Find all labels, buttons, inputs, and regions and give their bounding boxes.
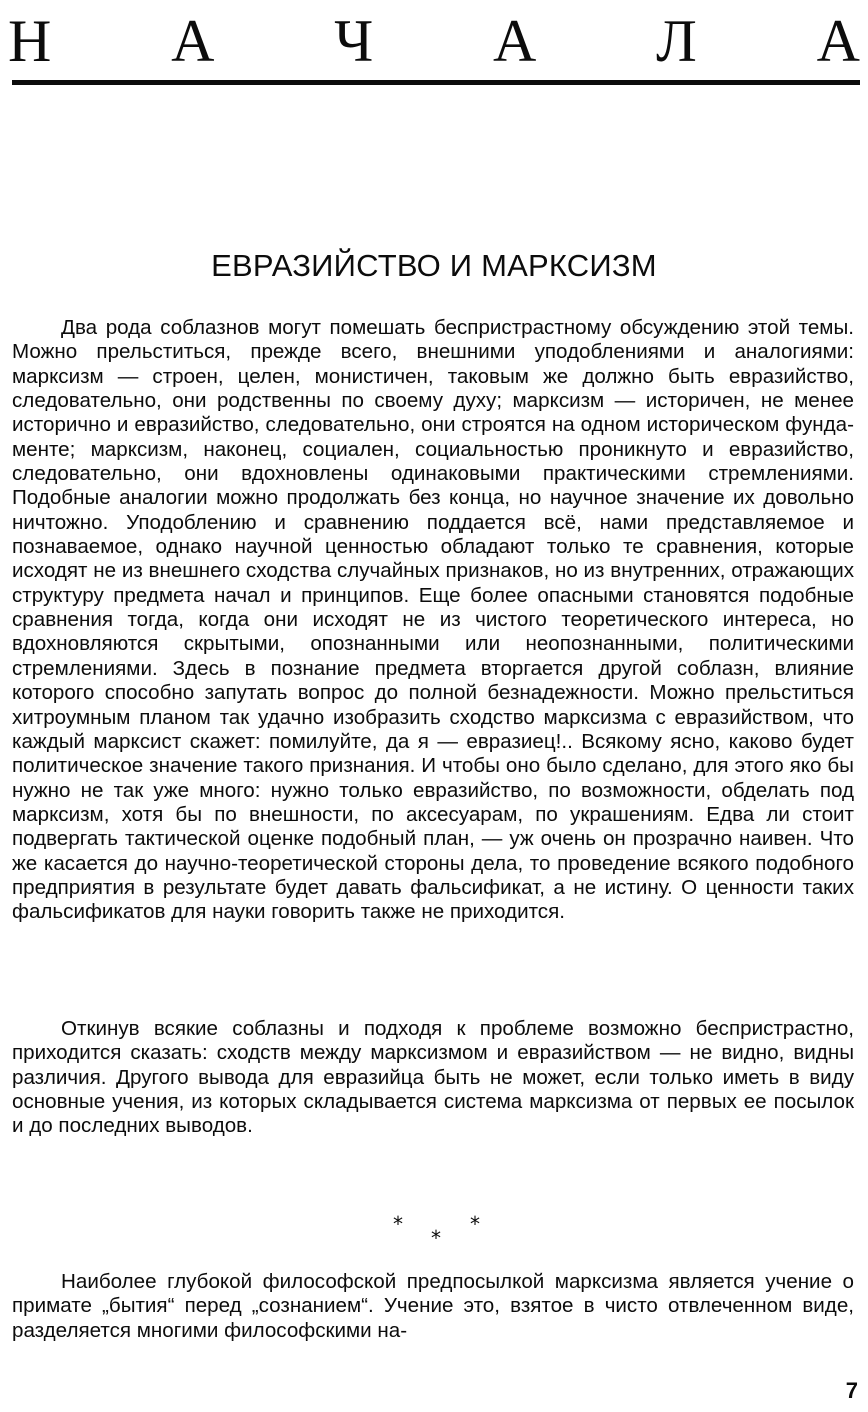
asterisk: * xyxy=(470,1212,480,1236)
asterisk: * xyxy=(431,1226,441,1250)
body-paragraph: Наиболее глубокой философской предпосылкой марксизма является учение о примате „бытия“ перед „сознанием“. Учение это, взятое в чисто отвлеченном виде, разделяется многими философскими на- xyxy=(12,1270,854,1342)
running-head-letter: А xyxy=(816,8,860,74)
asterisk: * xyxy=(393,1212,403,1236)
running-head-letter: Н xyxy=(8,8,52,74)
running-head-letter: Л xyxy=(656,8,697,74)
running-head-letter: А xyxy=(493,8,537,74)
running-head-letter: Ч xyxy=(334,8,374,74)
running-head-rule xyxy=(12,80,860,85)
article-title: ЕВРАЗИЙСТВО И МАРКСИЗМ xyxy=(211,248,657,283)
section-break-asterism xyxy=(390,1214,480,1254)
page-number: 7 xyxy=(845,1378,858,1403)
body-paragraph: Откинув всякие соблазны и подходя к проблеме возможно беспристрастно, приходится сказать: сходств между марксизмом и евразийством — не видно, видны различия. Другого вывода для евразийца быть не может, если только иметь в виду основные учения, из которых складывается система марксизма от первых ее посылок и до последних выводов. xyxy=(12,1017,854,1138)
body-paragraph: Два рода соблазнов могут помешать беспристрастному обсуждению этой темы. Можно прельститься, прежде всего, внешними уподоблениями и аналогиями: марксизм — строен, целен, монистичен, таковым же должно быть евразийство, следовательно, они родственны по своему духу; марксизм — историчен, не менее исторично и евразийство, следовательно, они строятся на одном историческом фундаменте; марксизм, наконец, социален, социальностью проникнуто и евразийство, следовательно, они вдохновлены одинаковыми практическими стремлениями. Подобные аналогии можно продолжать без конца, но научное значение их довольно ничтожно. Уподоблению и сравнению поддается всё, нами представляемое и познаваемое, однако научной ценностью обладают только те сравнения, которые исходят не из внешнего сходства случайных признаков, но из внутренних, отражающих структуру предмета начал и принципов. Еще более опасными становятся подобные сравнения тогда, когда они исходят не из чистого теоретического интереса, но вдохновляются скрытыми, опознанными или неопознанными, политическими стремлениями. Здесь в познание предмета вторгается другой соблазн, влияние которого способно запутать вопрос до полной безнадежности. Можно прельститься хитроумным планом так удачно изобразить сходство марксизма с евразийством, что каждый марксист скажет: помилуйте, да я — евразиец!.. Всякому ясно, каково будет политическое значение такого признания. И чтобы оно было сделано, для этого яко бы нужно не так уже много: нужно только евразийство, по возможности, обделать под марксизм, хотя бы по внешности, по аксесуарам, по украшениям. Едва ли стоит подвергать тактической оценке подобный план, — уж очень он прозрачно наивен. Что же касается до научно-теоретической стороны дела, то проведение всякого подобного предприятия в результате будет давать фальсификат, а не истину. О ценности таких фальсификатов для науки говорить также не приходится. xyxy=(12,316,854,924)
running-head-letter: А xyxy=(171,8,215,74)
running-head xyxy=(8,6,860,76)
